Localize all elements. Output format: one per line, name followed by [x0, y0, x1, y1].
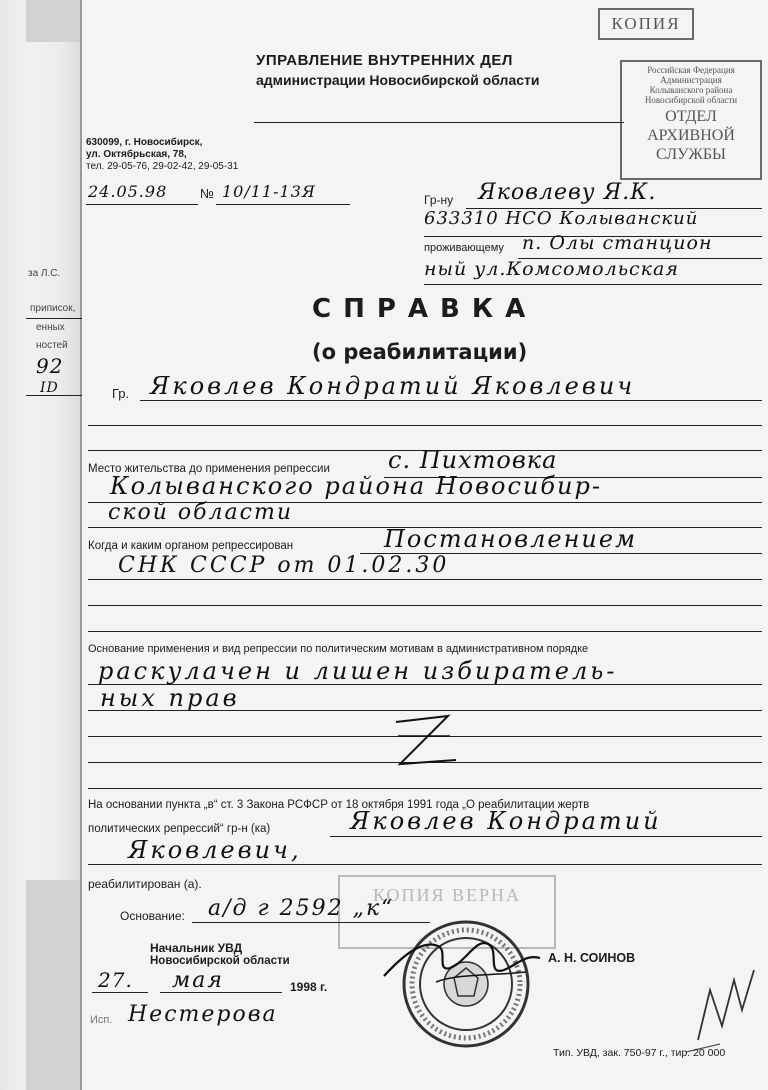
repressed-value1: Постановлением	[384, 525, 637, 553]
law-text2: политических репрессий“ гр-н (ка)	[88, 823, 271, 835]
margin-fragment-6: ID	[40, 380, 59, 396]
executor-name: Нестерова	[128, 1002, 278, 1027]
archive-stamp-org: Колыванского района	[649, 85, 733, 95]
binding-edge	[80, 0, 82, 1090]
chief-name: А. Н. СОИНОВ	[548, 951, 636, 965]
archive-stamp-org: Администрация	[660, 75, 722, 85]
sign-month: мая	[172, 968, 224, 993]
margin-fragment-1: за Л.С.	[28, 268, 61, 279]
doc-subtitle: (о реабилитации)	[312, 340, 528, 364]
header-line2: администрации Новосибирской области	[256, 72, 540, 88]
margin-fragment-4: ностей	[36, 340, 68, 351]
ref-number: 10/11-13Я	[222, 182, 316, 201]
margin-fragment-3: енных	[36, 322, 65, 333]
sign-year: 1998 г.	[290, 980, 328, 994]
ref-number-rule	[216, 204, 350, 205]
chief-title1: Начальник УВД	[150, 941, 243, 955]
law-text1: На основании пункта „в“ ст. 3 Закона РСФСР от 18 октября 1991 года „О реабилитации жертв	[88, 799, 590, 811]
address-line3: тел. 29-05-76, 29-02-42, 29-05-31	[86, 161, 239, 172]
living-line2: ный ул.Комсомольская	[424, 258, 679, 280]
law-name-rule-2	[88, 864, 762, 865]
chief-signature	[376, 932, 546, 992]
executor-label: Исп.	[90, 1014, 113, 1026]
ref-date: 24.05.98	[88, 182, 168, 201]
margin-scribble	[680, 940, 760, 1060]
margin-fragment-5: 92	[36, 354, 64, 378]
basis-label: Основание применения и вид репрессии по политическим мотивам в административном порядке	[88, 643, 589, 655]
archive-stamp-org: Новосибирской области	[644, 95, 738, 105]
repressed-label: Когда и каким органом репрессирован	[88, 540, 294, 552]
header-rule	[254, 122, 624, 123]
archive-stamp-dept: АРХИВНОЙ	[647, 127, 735, 144]
binding-shadow-top	[26, 0, 82, 42]
recipient-address: 633310 НСО Колыванский	[424, 208, 699, 229]
recipient-label: Гр-ну	[424, 193, 454, 207]
law-name2: Яковлевич,	[128, 836, 302, 864]
blank-rule	[88, 631, 762, 632]
person-label: Гр.	[112, 386, 130, 401]
archive-stamp-dept: СЛУЖБЫ	[656, 146, 726, 163]
header-line1: УПРАВЛЕНИЕ ВНУТРЕННИХ ДЕЛ	[256, 52, 513, 69]
foundation-label: Основание:	[120, 909, 185, 923]
copy-correct-text: КОПИЯ ВЕРНА	[372, 885, 522, 905]
ref-date-rule	[86, 204, 198, 205]
print-info: Тип. УВД, зак. 750-97 г., тир. 20 000	[553, 1047, 726, 1059]
residence-value3: ской области	[108, 500, 294, 525]
repressed-value2: СНК СССР от 01.02.30	[118, 553, 450, 578]
copy-stamp-top	[598, 8, 694, 40]
person-name: Яковлев Кондратий Яковлевич	[150, 372, 636, 400]
foundation-value: а/д г 2592 „к“	[208, 896, 395, 921]
sign-day: 27.	[98, 968, 133, 992]
chief-title2: Новосибирской области	[150, 955, 290, 967]
cancellation-mark	[390, 708, 462, 772]
living-rule-2	[424, 284, 762, 285]
margin-rule	[26, 395, 82, 396]
blank-rule	[88, 788, 762, 789]
residence-value2: Колыванского района Новосибир-	[110, 472, 602, 500]
law-name-rule-1	[330, 836, 762, 837]
residence-label: Место жительства до применения репрессии	[88, 463, 330, 475]
sign-month-rule	[160, 992, 282, 993]
repressed-rule-2	[88, 579, 762, 580]
archive-stamp	[620, 60, 762, 180]
blank-rule	[88, 425, 762, 426]
binding-strip	[0, 0, 82, 1090]
ref-number-label: №	[200, 186, 214, 201]
doc-title: СПРАВКА	[312, 294, 538, 324]
living-line1: п. Олы станцион	[522, 232, 713, 254]
sign-day-rule	[92, 992, 148, 993]
basis-value1: раскулачен и лишен избиратель-	[98, 657, 618, 685]
margin-rule	[26, 318, 82, 319]
archive-stamp-dept: ОТДЕЛ	[665, 108, 717, 125]
address-line1: 630099, г. Новосибирск,	[86, 137, 203, 148]
blank-rule	[88, 605, 762, 606]
basis-value2: ных прав	[100, 684, 240, 712]
living-label: проживающему	[424, 242, 504, 254]
margin-fragment-2: приписок,	[30, 303, 76, 314]
archive-stamp-org: Российская Федерация	[647, 65, 735, 75]
law-name1: Яковлев Кондратий	[350, 807, 662, 835]
rehab-text: реабилитирован (а).	[88, 877, 202, 891]
copy-stamp-text: КОПИЯ	[611, 14, 681, 33]
recipient-name: Яковлеву Я.К.	[478, 180, 657, 205]
person-rule	[140, 400, 762, 401]
residence-value1: с. Пихтовка	[388, 446, 558, 474]
foundation-rule	[192, 922, 430, 923]
address-line2: ул. Октябрьская, 78,	[86, 149, 187, 160]
binding-shadow-bottom	[26, 880, 82, 1090]
